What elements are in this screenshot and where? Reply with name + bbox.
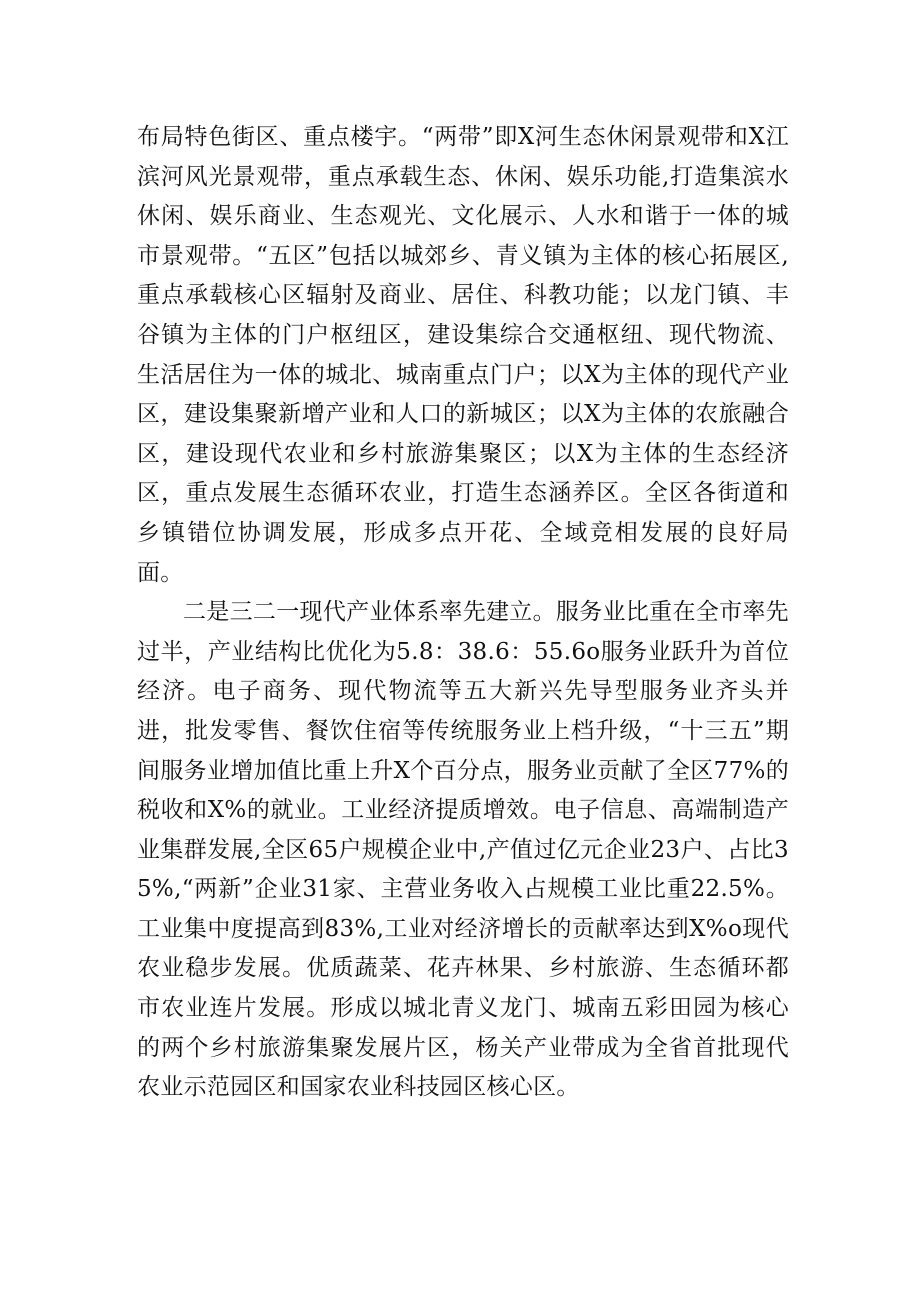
paragraph-industry-system: 二是三二一现代产业体系率先建立。服务业比重在全市率先过半，产业结构比优化为5.8：38.6：55.6o服务业跃升为首位经济。电子商务、现代物流等五大新兴先导型服务业齐头并进，批发零售、餐饮住宿等传统服务业上档升级，“十三五”期间服务业增加值比重上升X个百分点，服务业贡献了全区77%的税收和X%的就业。工业经济提质增效。电子信息、高端制造产业集群发展,全区65户规模企业中,产值过亿元企业23户、占比35%,“两新”企业31家、主营业务收入占规模工业比重22.5%。工业集中度提高到83%,工业对经济增长的贡献率达到X%o现代农业稳步发展。优质蔬菜、花卉林果、乡村旅游、生态循环都市农业连片发展。形成以城北青义龙门、城南五彩田园为核心的两个乡村旅游集聚发展片区，杨关产业带成为全省首批现代农业示范园区和国家农业科技园区核心区。 bbox=[137, 599, 789, 1101]
document-body bbox=[137, 118, 789, 1108]
paragraph-urban-layout: 布局特色街区、重点楼宇。“两带”即X河生态休闲景观带和X江滨河风光景观带，重点承载生态、休闲、娱乐功能,打造集滨水休闲、娱乐商业、生态观光、文化展示、人水和谐于一体的城市景观带。“五区”包括以城郊乡、青义镇为主体的核心拓展区,重点承载核心区辐射及商业、居住、科教功能；以龙门镇、丰谷镇为主体的门户枢纽区，建设集综合交通枢纽、现代物流、生活居住为一体的城北、城南重点门户；以X为主体的现代产业区，建设集聚新增产业和人口的新城区；以X为主体的农旅融合区，建设现代农业和乡村旅游集聚区；以X为主体的生态经济区，重点发展生态循环农业，打造生态涵养区。全区各街道和乡镇错位协调发展，形成多点开花、全域竞相发展的良好局面。 bbox=[137, 124, 789, 586]
